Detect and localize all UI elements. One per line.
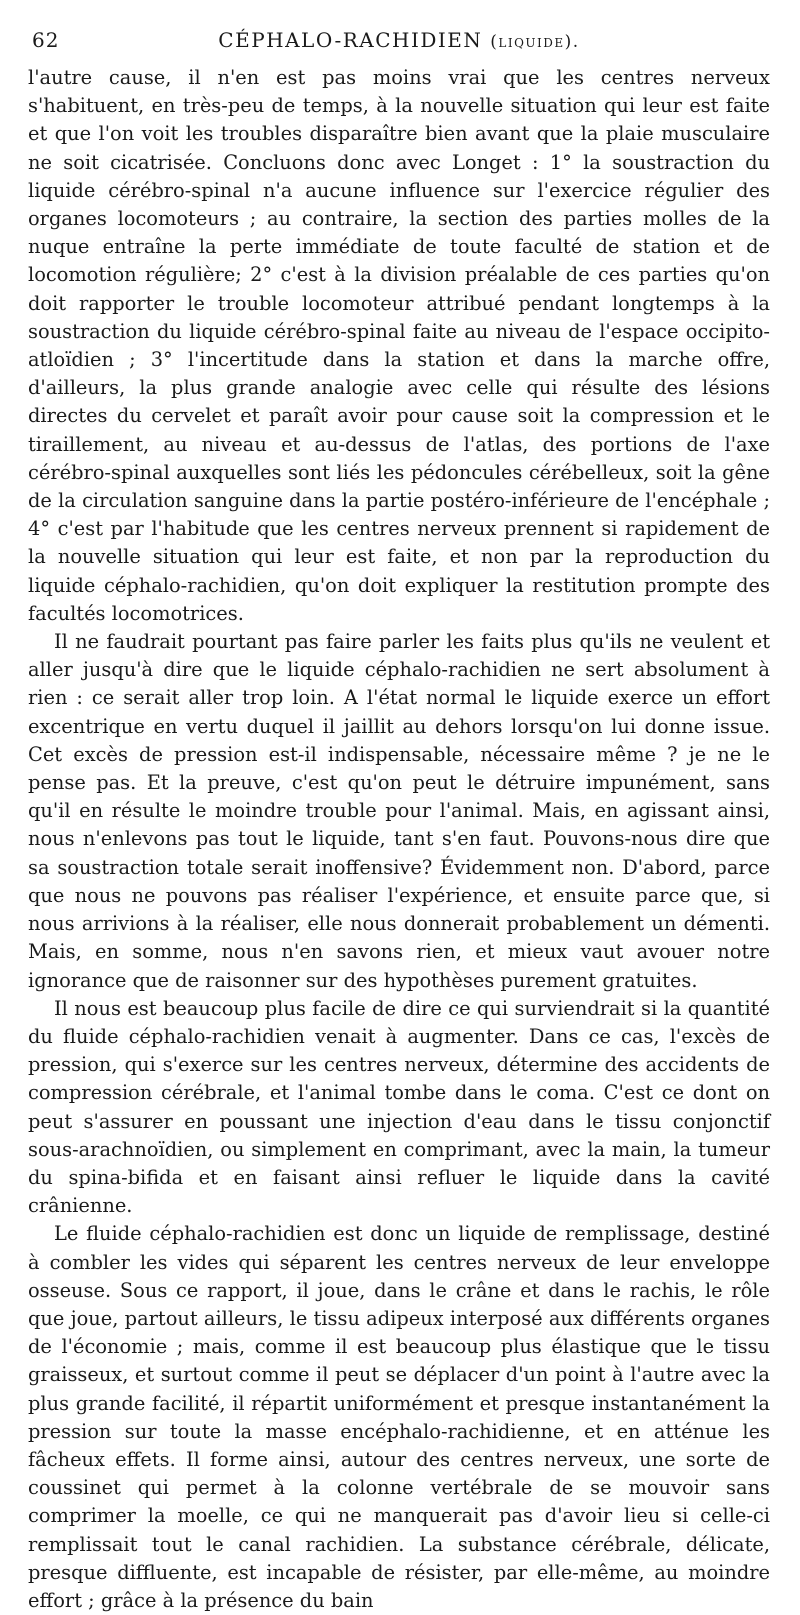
- running-title-main: CÉPHALO-RACHIDIEN: [218, 28, 483, 52]
- document-page: [28, 22, 770, 1615]
- paragraph-4: Le fluide céphalo-rachidien est donc un liquide de remplissage, destiné à combler les vides qui séparent les centres nerveux de leur enveloppe osseuse. Sous ce rapport, il joue, dans le crâne et dans le rachis, le rôle que joue, partout ailleurs, le tissu adipeux interposé aux différents organes de l'économie ; mais, comme il est beaucoup plus élastique que le tissu graisseux, et surtout comme il peut se déplacer d'un point à l'autre avec la plus grande facilité, il répartit uniformément et presque instantanément la pression sur toute la masse encéphalo-rachidienne, et en atténue les fâcheux effets. Il forme ainsi, autour des centres nerveux, une sorte de coussinet qui permet à la colonne vertébrale de se mouvoir sans comprimer la moelle, ce qui ne manquerait pas d'avoir lieu si celle-ci remplissait tout le canal rachidien. La substance cérébrale, délicate, presque diffluente, est incapable de résister, par elle-même, au moindre effort ; grâce à la présence du bain: [28, 1222, 770, 1612]
- page-header: [28, 22, 770, 60]
- body-text: [28, 64, 770, 1615]
- paragraph-2: Il ne faudrait pourtant pas faire parler les faits plus qu'ils ne veulent et aller jusqu'à dire que le liquide céphalo-rachidien ne sert absolument à rien : ce serait aller trop loin. A l'état normal le liquide exerce un effort excentrique en vertu duquel il jaillit au dehors lorsqu'on lui donne issue. Cet excès de pression est-il indispensable, nécessaire même ? je ne le pense pas. Et la preuve, c'est qu'on peut le détruire impunément, sans qu'il en résulte le moindre trouble pour l'animal. Mais, en agissant ainsi, nous n'enlevons pas tout le liquide, tant s'en faut. Pouvons-nous dire que sa soustraction totale serait inoffensive? Évidemment non. D'abord, parce que nous ne pouvons pas réaliser l'expérience, et ensuite parce que, si nous arrivions à la réaliser, elle nous donnerait probablement un démenti. Mais, en somme, nous n'en savons rien, et mieux vaut avouer notre ignorance que de raisonner sur des hypothèses purement gratuites.: [28, 630, 770, 992]
- page-number: 62: [32, 28, 60, 52]
- running-title-paren: (liquide).: [490, 32, 580, 52]
- paragraph-1: l'autre cause, il n'en est pas moins vrai que les centres nerveux s'habituent, en très-peu de temps, à la nouvelle situation qui leur est faite et que l'on voit les troubles disparaître bien avant que la plaie musculaire ne soit cicatrisée. Concluons donc avec Longet : 1° la soustraction du liquide cérébro-spinal n'a aucune influence sur l'exercice régulier des organes locomoteurs ; au contraire, la section des parties molles de la nuque entraîne la perte immédiate de toute faculté de station et de locomotion régulière; 2° c'est à la division préalable de ces parties qu'on doit rapporter le trouble locomoteur attribué pendant longtemps à la soustraction du liquide cérébro-spinal faite au niveau de l'espace occipito-atloïdien ; 3° l'incertitude dans la station et dans la marche offre, d'ailleurs, la plus grande analogie avec celle qui résulte des lésions directes du cervelet et paraît avoir pour cause soit la compression et le tiraillement, au niveau et au-dessus de l'atlas, des portions de l'axe cérébro-spinal auxquelles sont liés les pédoncules cérébelleux, soit la gêne de la circulation sanguine dans la partie postéro-inférieure de l'encéphale ; 4° c'est par l'habitude que les centres nerveux prennent si rapidement de la nouvelle situation qui leur est faite, et non par la reproduction du liquide céphalo-rachidien, qu'on doit expliquer la restitution prompte des facultés locomotrices.: [28, 66, 770, 625]
- running-title: [28, 28, 770, 52]
- paragraph-3: Il nous est beaucoup plus facile de dire ce qui surviendrait si la quantité du fluide céphalo-rachidien venait à augmenter. Dans ce cas, l'excès de pression, qui s'exerce sur les centres nerveux, détermine des accidents de compression cérébrale, et l'animal tombe dans le coma. C'est ce dont on peut s'assurer en poussant une injection d'eau dans le tissu conjonctif sous-arachnoïdien, ou simplement en comprimant, avec la main, la tumeur du spina-bifida et en faisant ainsi refluer le liquide dans la cavité crânienne.: [28, 996, 770, 1218]
